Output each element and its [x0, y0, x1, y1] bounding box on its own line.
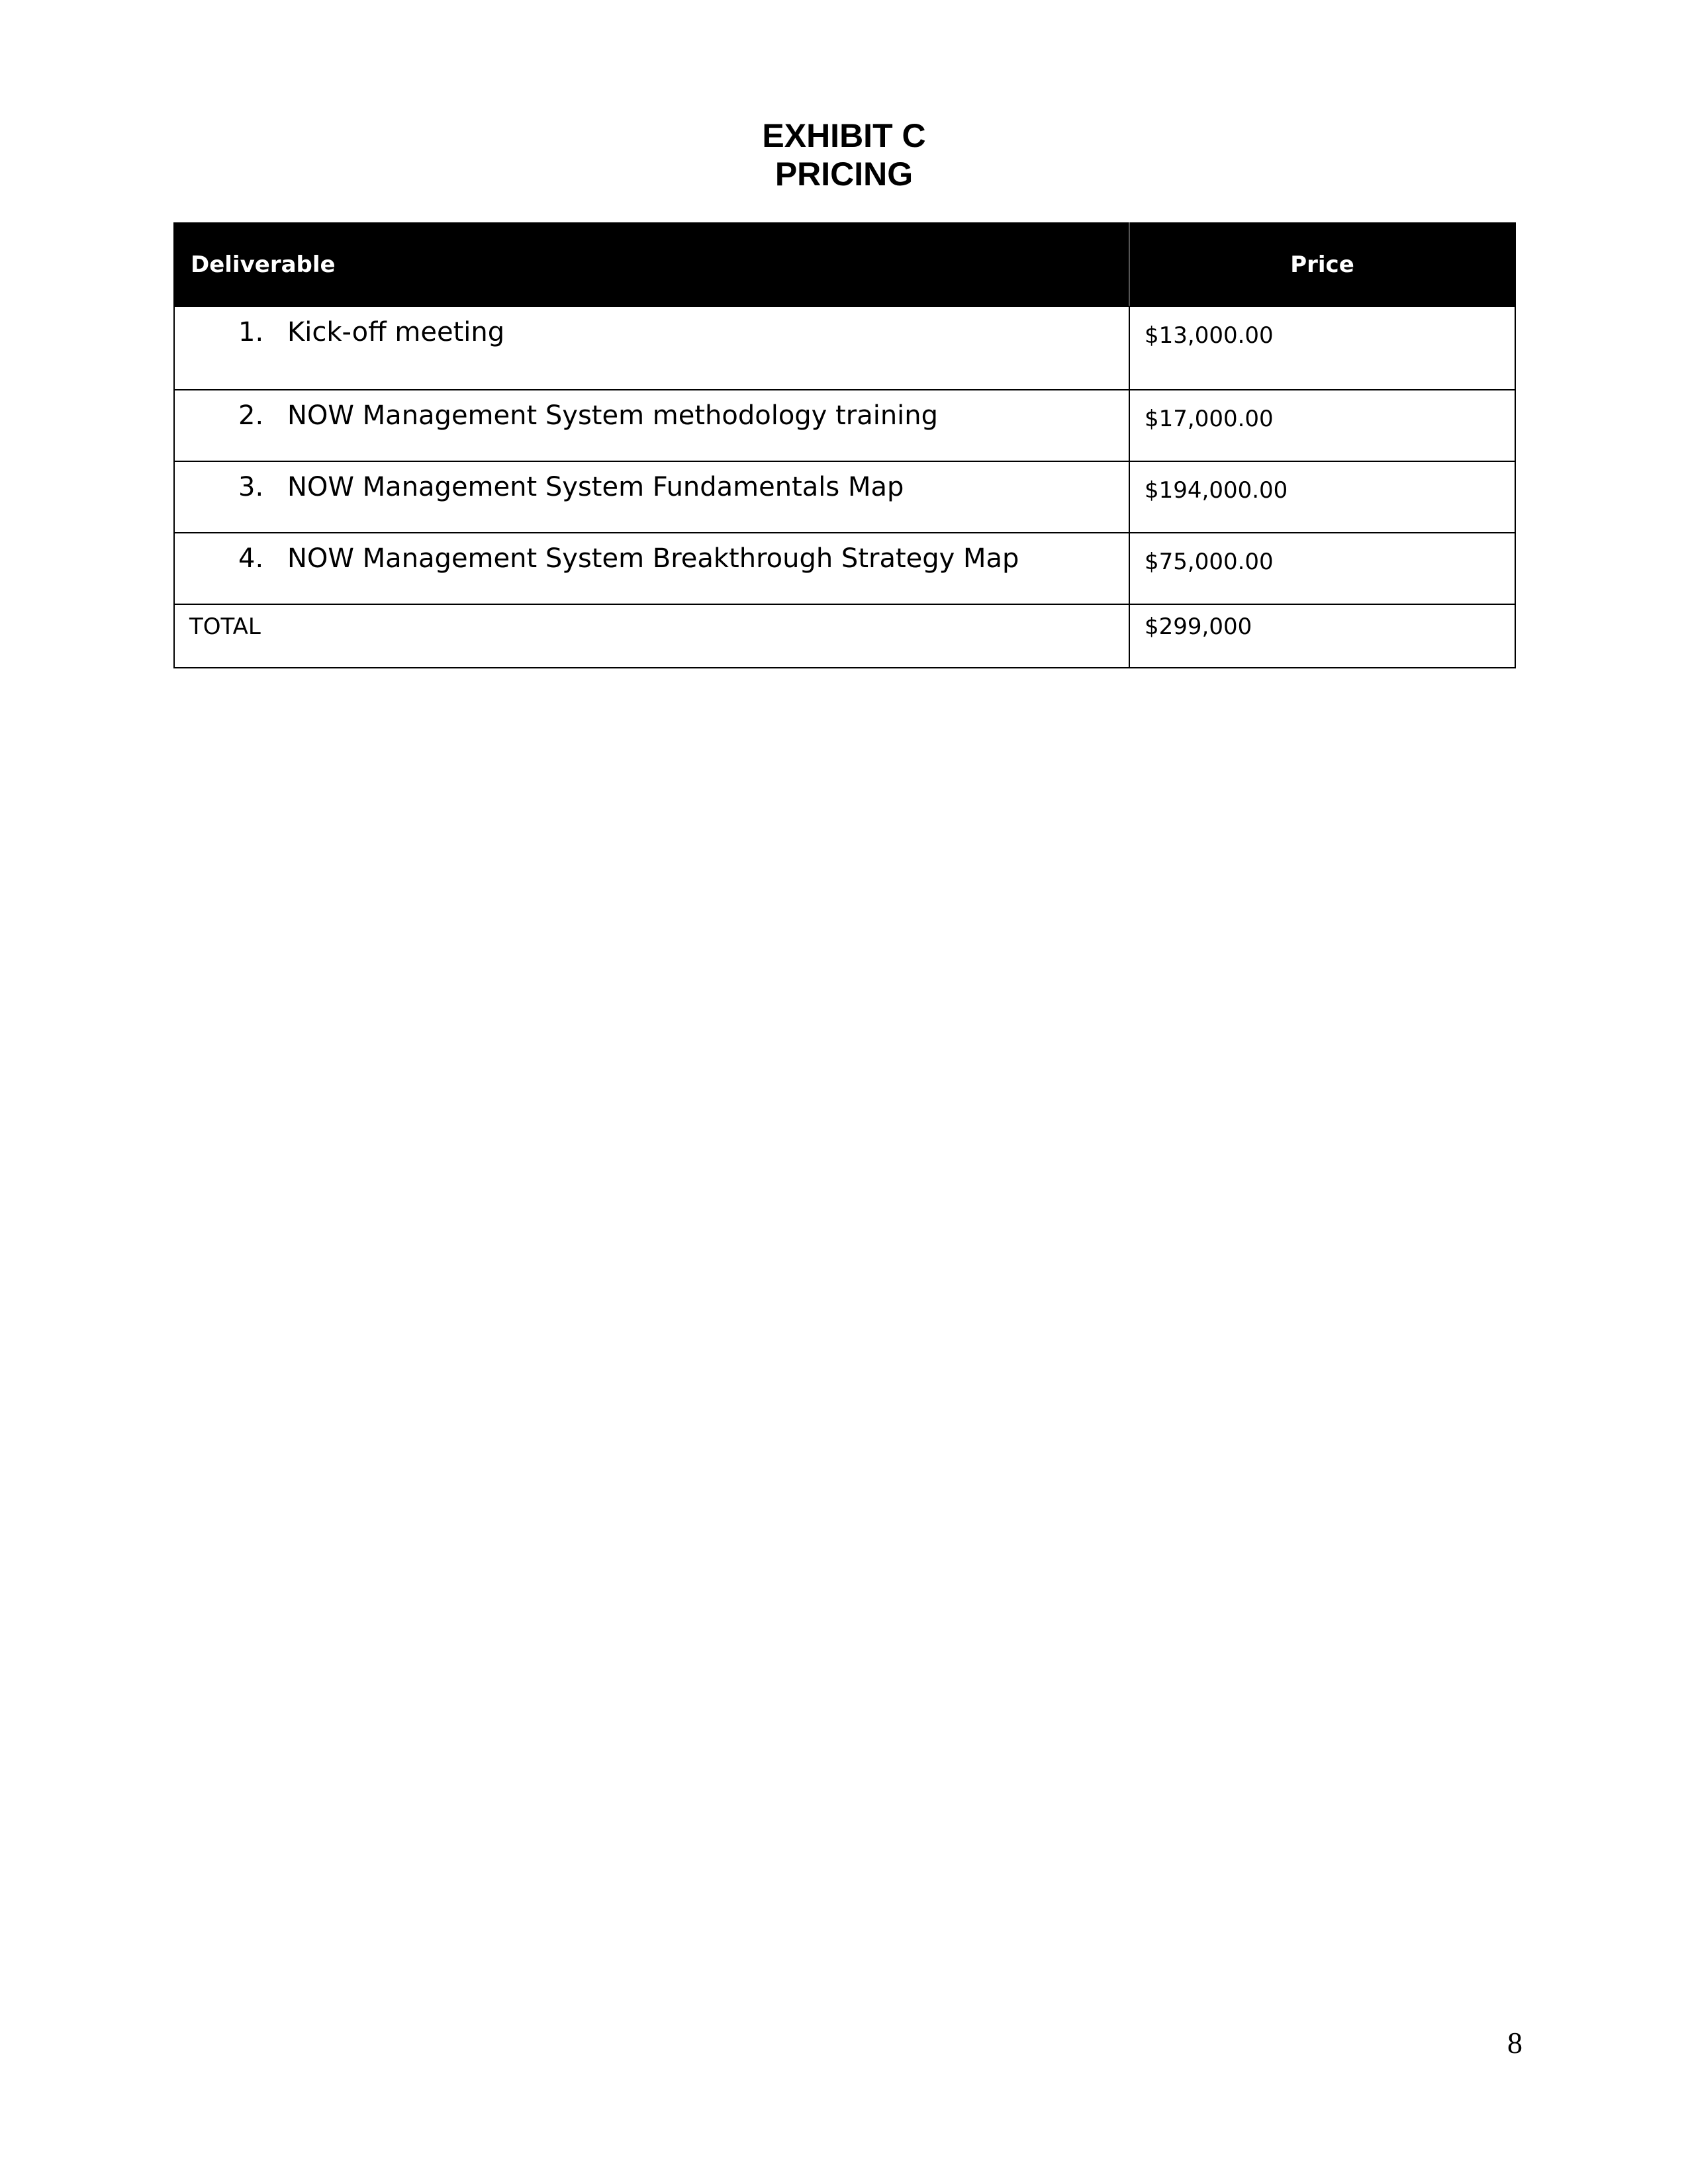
deliverable-text: Kick-off meeting	[287, 317, 505, 347]
item-number: 1.	[238, 317, 264, 347]
exhibit-title: EXHIBIT C	[762, 117, 926, 154]
price-value: $75,000.00	[1145, 549, 1274, 575]
price-cell	[1129, 461, 1515, 533]
price-cell	[1129, 390, 1515, 461]
price-value: $13,000.00	[1145, 322, 1274, 349]
price-value: $17,000.00	[1145, 406, 1274, 432]
item-number: 4.	[238, 543, 264, 574]
deliverable-cell	[174, 390, 1129, 461]
deliverable-text: NOW Management System Fundamentals Map	[287, 472, 904, 502]
deliverable-cell	[174, 533, 1129, 604]
table-row	[174, 306, 1515, 390]
price-cell	[1129, 533, 1515, 604]
deliverable-column-header: Deliverable	[174, 223, 1129, 306]
deliverable-cell	[174, 461, 1129, 533]
exhibit-heading	[0, 116, 1688, 193]
price-cell	[1129, 306, 1515, 390]
total-price: $299,000	[1145, 614, 1252, 640]
item-number: 2.	[238, 400, 264, 431]
deliverable-text: NOW Management System methodology training	[287, 400, 939, 431]
total-label-cell	[174, 604, 1129, 668]
total-label: TOTAL	[189, 614, 261, 640]
pricing-table	[173, 222, 1516, 668]
total-row	[174, 604, 1515, 668]
deliverable-cell	[174, 306, 1129, 390]
exhibit-subtitle: PRICING	[774, 156, 914, 193]
deliverable-text: NOW Management System Breakthrough Strategy Map	[287, 543, 1019, 574]
table-row	[174, 533, 1515, 604]
price-column-header: Price	[1129, 223, 1515, 306]
table-header-row	[174, 223, 1515, 306]
total-price-cell	[1129, 604, 1515, 668]
table-row	[174, 461, 1515, 533]
item-number: 3.	[238, 472, 264, 502]
price-value: $194,000.00	[1145, 477, 1288, 504]
table-row	[174, 390, 1515, 461]
page-number: 8	[1507, 2026, 1523, 2060]
